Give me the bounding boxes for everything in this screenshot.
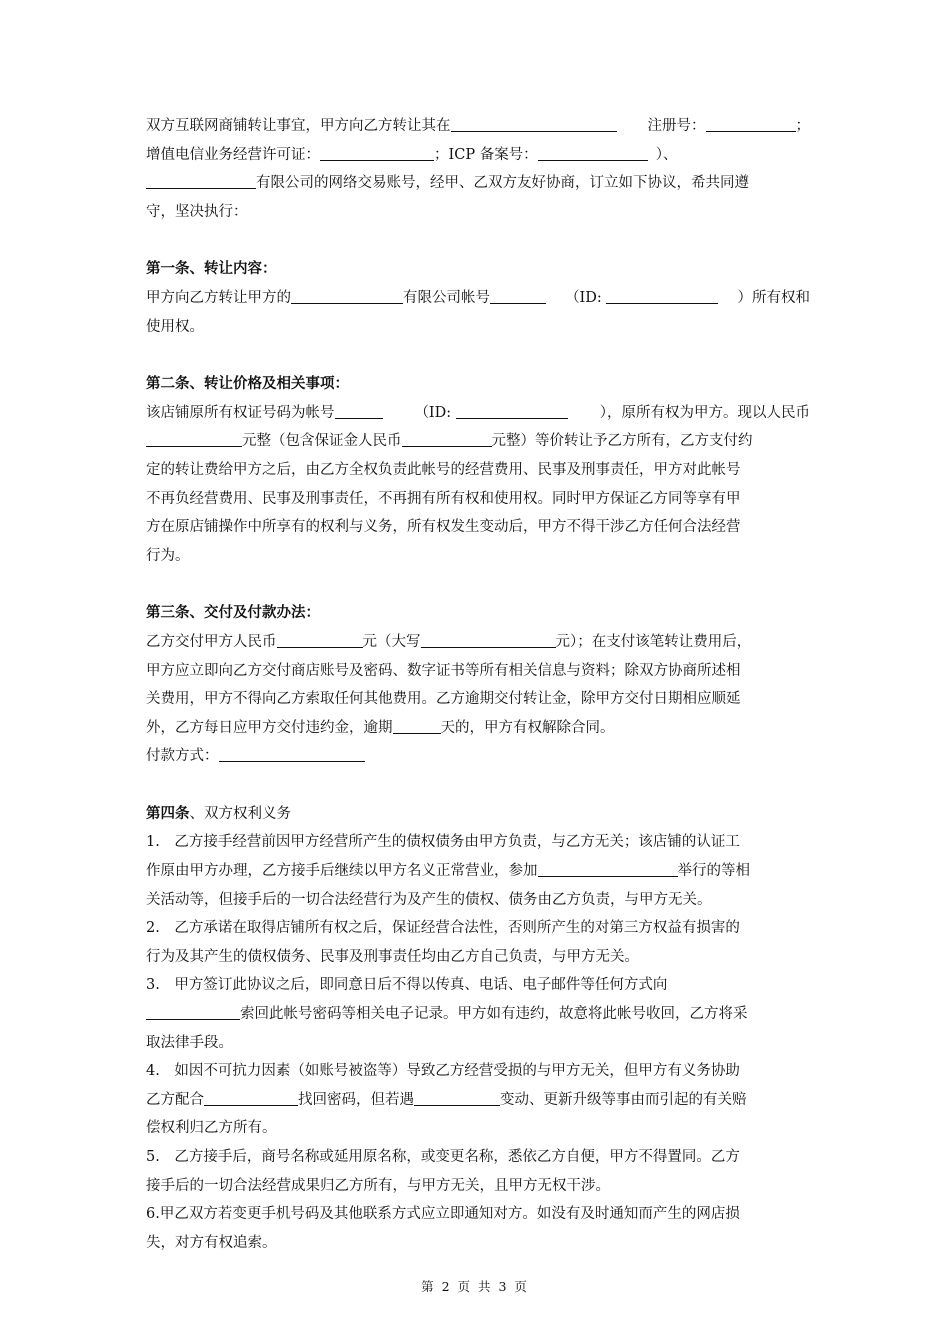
article-4-item-3-line-3: 取法律手段。 <box>146 1034 233 1051</box>
article-1-title: 第一条、转让内容： <box>146 260 277 278</box>
intro-line-3: 有限公司的网络交易账号，经甲、乙双方友好协商，订立如下协议，希共同遵 <box>146 169 810 198</box>
article-4-item-2-line-2: 行为及其产生的债权债务、民事及刑事责任均由乙方自己负责，与甲方无关。 <box>146 948 639 965</box>
article-3-title: 第三条、交付及付款办法： <box>146 604 320 622</box>
payment-method-line: 付款方式： <box>146 742 810 771</box>
price-blank <box>146 430 242 447</box>
article-4-item-3-line-2: 索回此帐号密码等相关电子记录。甲方如有违约，故意将此帐号收回，乙方将采 <box>146 1000 810 1029</box>
account-blank <box>490 287 546 304</box>
article-2-line-2: 元整（包含保证金人民币 元整）等价转让予乙方所有，乙方支付约 <box>146 427 810 456</box>
intro-line-1: 双方互联网商铺转让事宜，甲方向乙方转让其在 注册号： ； <box>146 112 810 141</box>
article-4-item-1-line-3: 关活动等，但接手后的一切合法经营行为及产生的债权、债务由乙方负责，与甲方无关。 <box>146 891 712 908</box>
article-2-line-6: 行为。 <box>146 547 190 564</box>
article-4-item-6-line-1: 6.甲乙双方若变更手机号码及其他联系方式应立即通知对方。如没有及时通知而产生的网店损 <box>146 1206 740 1223</box>
article-4-item-5-line-1: 5. 乙方接手后，商号名称或延用原名称，或变更名称，悉依乙方自便，甲方不得置同。乙方 <box>146 1149 740 1165</box>
deposit-blank <box>402 430 492 447</box>
amount-words-blank <box>421 631 556 648</box>
id-blank <box>606 287 718 304</box>
article-3-line-3: 关费用，甲方不得向乙方索取任何其他费用。乙方逾期交付转让金，除甲方交付日期相应顺延 <box>146 691 741 708</box>
blank-field <box>291 287 403 304</box>
article-2-line-1: 该店铺原所有权证号码为帐号 （ID: ），原所有权为甲方。现以人民币 <box>146 399 810 428</box>
blank-field <box>451 115 617 132</box>
article-1-line-1: 甲方向乙方转让甲方的 有限公司帐号 （ID: ）所有权和 <box>146 284 810 313</box>
intro-line-4: 守，坚决执行： <box>146 203 248 220</box>
payment-method-blank <box>219 745 365 762</box>
contract-page <box>146 112 810 1257</box>
article-4-item-4-line-3: 偿权利归乙方所有。 <box>146 1120 277 1137</box>
article-4-title: 第四条、双方权利义务 <box>146 804 291 822</box>
id-blank <box>456 402 568 419</box>
article-2-title: 第二条、转让价格及相关事项： <box>146 375 349 393</box>
blank-field <box>146 1003 240 1020</box>
intro-line-2: 增值电信业务经营许可证： ；ICP 备案号： ）、 <box>146 141 810 170</box>
article-2-line-5: 方在原店铺操作中所享有的权利与义务，所有权发生变动后，甲方不得干涉乙方任何合法经营 <box>146 519 741 536</box>
article-4-item-2-line-1: 2. 乙方承诺在取得店铺所有权之后，保证经营合法性，否则所产生的对第三方权益有损害的 <box>146 920 740 937</box>
article-4-item-4-line-1: 4. 如因不可抗力因素（如账号被盗等）导致乙方经营受损的与甲方无关，但甲方有义务协助 <box>146 1063 740 1080</box>
activity-blank <box>538 860 678 877</box>
icp-blank <box>538 144 648 161</box>
article-4-item-5-line-2: 接手后的一切合法经营成果归乙方所有，与甲方无关，且甲方无权干涉。 <box>146 1177 610 1194</box>
amount-blank <box>277 631 363 648</box>
blank-field <box>414 1089 500 1106</box>
article-4-item-1-line-1: 1. 乙方接手经营前因甲方经营所产生的债权债务由甲方负责，与乙方无关；该店铺的认证工 <box>146 834 740 851</box>
article-1-line-2: 使用权。 <box>146 318 204 335</box>
article-2-line-4: 不再负经营费用、民事及刑事责任，不再拥有所有权和使用权。同时甲方保证乙方同等享有甲 <box>146 490 741 507</box>
blank-field <box>204 1089 298 1106</box>
article-4-item-1-line-2: 作原由甲方办理，乙方接手后继续以甲方名义正常营业，参加 举行的等相 <box>146 857 810 886</box>
company-blank <box>146 172 256 189</box>
license-blank <box>320 144 434 161</box>
article-3-line-4: 外，乙方每日应甲方交付违约金，逾期 天的，甲方有权解除合同。 <box>146 714 810 743</box>
article-3-line-2: 甲方应立即向乙方交付商店账号及密码、数字证书等所有相关信息与资料；除双方协商所述相 <box>146 662 741 679</box>
registration-number-blank <box>706 115 796 132</box>
article-4-item-3-line-1: 3. 甲方签订此协议之后，即同意日后不得以传真、电话、电子邮件等任何方式向 <box>146 977 668 994</box>
article-4-item-4-line-2: 乙方配合 找回密码，但若遇 变动、更新升级等事由而引起的有关赔 <box>146 1086 810 1115</box>
page-number: 第 2 页 共 3 页 <box>421 1279 529 1294</box>
overdue-days-blank <box>393 717 441 734</box>
account-blank <box>335 402 383 419</box>
article-2-line-3: 定的转让费给甲方之后，由乙方全权负责此帐号的经营费用、民事及刑事责任，甲方对此帐号 <box>146 461 741 478</box>
article-4-item-6-line-2: 失，对方有权追索。 <box>146 1234 277 1251</box>
article-3-line-1: 乙方交付甲方人民币 元（大写 元）；在支付该笔转让费用后， <box>146 628 810 657</box>
